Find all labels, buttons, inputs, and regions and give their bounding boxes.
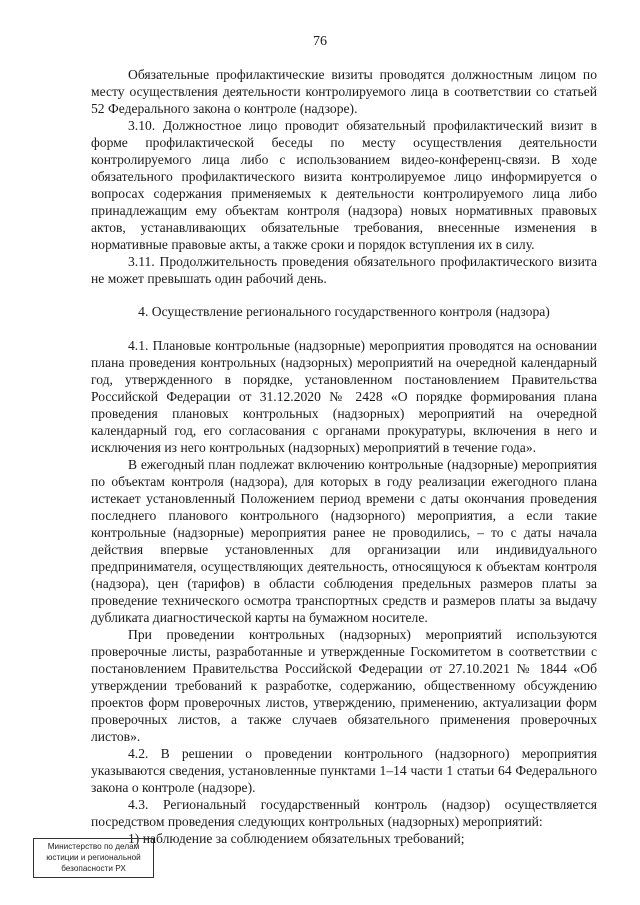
paragraph: Обязательные профилактические визиты проводятся должностным лицом по месту осуществления деятельности контролируемого лица в соответствии со статьей 52 Федерального закона о контроле (надзоре). [91, 67, 597, 116]
list-item: 1) наблюдение за соблюдением обязательных требований; [128, 831, 465, 846]
paragraph: При проведении контрольных (надзорных) мероприятий используются проверочные листы, разработанные и утвержденные Госкомитетом в соответствии с постановлением Правительства Российской Федерации от 27.10.2021 № 1844 «Об утверждении требований к разработке, содержанию, общественному обсуждению проектов форм проверочных листов, утверждению, применению, актуализации форм проверочных листов, а также случаев обязательного применения проверочных листов». [91, 627, 597, 744]
paragraph: 3.10. Должностное лицо проводит обязательный профилактический визит в форме профилактической беседы по месту осуществления деятельности контролируемого лица либо с использованием видео-конференц-связи. В ходе обязательного профилактического визита контролируемое лицо информируется о вопросах содержания применяемых к деятельности контролируемого лица либо принадлежащим ему объектам контроля (надзора) новых нормативных правовых актов, устанавливающих обязательные требования, внесенные изменения в нормативные правовые акты, а также сроки и порядок вступления их в силу. [91, 118, 597, 252]
stamp-line: Министерство по делам [47, 842, 140, 851]
stamp-line: безопасности РХ [61, 864, 126, 873]
stamp-line: юстиции и региональной [46, 853, 141, 862]
paragraph: В ежегодный план подлежат включению контрольные (надзорные) мероприятия по объектам контроля (надзора), для которых в году реализации ежегодного плана истекает установленный Положением период времени с даты окончания проведения последнего планового контрольного (надзорного) мероприятия, а если такие контрольные (надзорные) мероприятия ранее не проводились, – то с даты начала действия впервые установленных для организации или индивидуального предпринимателя, осуществляющих деятельность, относящуюся к объектам контроля (надзора), цен (тарифов) в области соблюдения предельных размеров платы за проведение технического осмотра транспортных средств и размеров платы за выдачу дубликата диагностической карты на бумажном носителе. [91, 457, 597, 625]
paragraph: 4.3. Региональный государственный контроль (надзор) осуществляется посредством проведения следующих контрольных (надзорных) мероприятий: [91, 797, 597, 829]
page-number: 76 [313, 34, 327, 49]
paragraph: 4.2. В решении о проведении контрольного (надзорного) мероприятия указываются сведения, установленные пунктами 1–14 части 1 статьи 64 Федерального закона о контроле (надзоре). [91, 746, 597, 795]
document-body [91, 66, 597, 847]
paragraph: 4.1. Плановые контрольные (надзорные) мероприятия проводятся на основании плана проведения контрольных (надзорных) мероприятий на очередной календарный год, утвержденного в порядке, установленном постановлением Правительства Российской Федерации от 31.12.2020 № 2428 «О порядке формирования плана проведения плановых контрольных (надзорных) мероприятий на очередной календарный год, его согласования с органами прокуратуры, включения в него и исключения из него контрольных (надзорных) мероприятий в течение года». [91, 338, 597, 455]
section-heading: 4. Осуществление регионального государственного контроля (надзора) [138, 304, 550, 319]
paragraph: 3.11. Продолжительность проведения обязательного профилактического визита не может превышать один рабочий день. [91, 254, 597, 286]
ministry-stamp [33, 838, 154, 878]
